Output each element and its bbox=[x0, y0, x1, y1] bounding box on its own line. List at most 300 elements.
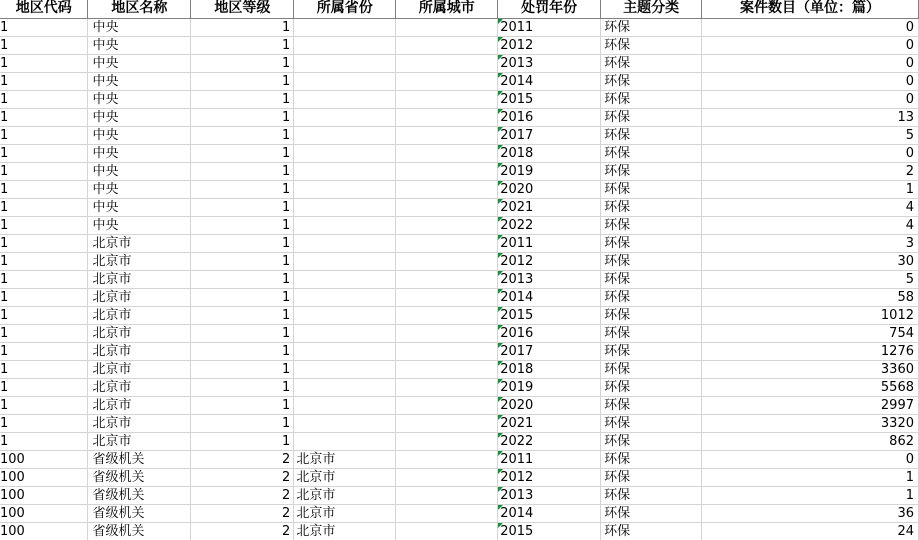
number-stored-as-text-marker-icon bbox=[498, 253, 503, 258]
cell-text: 2013 bbox=[500, 487, 534, 503]
cell-city[interactable] bbox=[396, 216, 498, 234]
cell-text: 2016 bbox=[500, 109, 534, 125]
cell-region-code[interactable]: 1 bbox=[0, 72, 88, 90]
cell-penalty-year[interactable] bbox=[498, 234, 601, 252]
number-stored-as-text-marker-icon bbox=[498, 109, 503, 114]
cell-topic[interactable]: 环保 bbox=[601, 432, 702, 450]
cell-topic[interactable]: 环保 bbox=[601, 450, 702, 468]
cell-province[interactable]: 北京市 bbox=[294, 522, 396, 540]
cell-penalty-year[interactable] bbox=[498, 450, 601, 468]
cell-city[interactable] bbox=[396, 90, 498, 108]
cell-case-count[interactable]: 0 bbox=[702, 144, 919, 162]
cell-province[interactable] bbox=[294, 36, 396, 54]
cell-region-level[interactable]: 1 bbox=[191, 396, 294, 414]
cell-penalty-year[interactable] bbox=[498, 414, 601, 432]
cell-case-count[interactable]: 1 bbox=[702, 468, 919, 486]
cell-penalty-year[interactable] bbox=[498, 144, 601, 162]
number-stored-as-text-marker-icon bbox=[498, 163, 503, 168]
cell-city[interactable] bbox=[396, 378, 498, 396]
cell-region-code[interactable]: 1 bbox=[0, 252, 88, 270]
cell-city[interactable] bbox=[396, 198, 498, 216]
cell-region-name[interactable]: 中央 bbox=[88, 180, 191, 198]
cell-city[interactable] bbox=[396, 324, 498, 342]
cell-city[interactable] bbox=[396, 180, 498, 198]
cell-region-level[interactable]: 1 bbox=[191, 90, 294, 108]
cell-topic[interactable]: 环保 bbox=[601, 216, 702, 234]
cell-region-code[interactable]: 1 bbox=[0, 306, 88, 324]
cell-penalty-year[interactable] bbox=[498, 522, 601, 540]
table-row bbox=[0, 270, 919, 288]
cell-region-name[interactable]: 北京市 bbox=[88, 270, 191, 288]
cell-city[interactable] bbox=[396, 144, 498, 162]
cell-region-name[interactable]: 中央 bbox=[88, 90, 191, 108]
cell-topic[interactable]: 环保 bbox=[601, 234, 702, 252]
cell-region-name[interactable]: 北京市 bbox=[88, 432, 191, 450]
cell-region-code[interactable]: 1 bbox=[0, 288, 88, 306]
cell-penalty-year[interactable] bbox=[498, 72, 601, 90]
cell-city[interactable] bbox=[396, 108, 498, 126]
number-stored-as-text-marker-icon bbox=[498, 307, 503, 312]
cell-case-count[interactable]: 30 bbox=[702, 252, 919, 270]
cell-topic[interactable]: 环保 bbox=[601, 270, 702, 288]
cell-province[interactable] bbox=[294, 270, 396, 288]
table-row bbox=[0, 108, 919, 126]
cell-topic[interactable]: 环保 bbox=[601, 144, 702, 162]
cell-region-level[interactable]: 1 bbox=[191, 342, 294, 360]
cell-region-code[interactable]: 1 bbox=[0, 198, 88, 216]
table-row bbox=[0, 504, 919, 522]
cell-region-level[interactable]: 1 bbox=[191, 180, 294, 198]
cell-penalty-year[interactable] bbox=[498, 126, 601, 144]
cell-region-level[interactable]: 1 bbox=[191, 432, 294, 450]
number-stored-as-text-marker-icon bbox=[498, 73, 503, 78]
cell-topic[interactable]: 环保 bbox=[601, 306, 702, 324]
cell-penalty-year[interactable] bbox=[498, 180, 601, 198]
table-row bbox=[0, 486, 919, 504]
cell-region-name[interactable]: 北京市 bbox=[88, 414, 191, 432]
cell-city[interactable] bbox=[396, 162, 498, 180]
table-row bbox=[0, 162, 919, 180]
cell-region-code[interactable]: 1 bbox=[0, 180, 88, 198]
cell-region-level[interactable]: 1 bbox=[191, 18, 294, 36]
cell-penalty-year[interactable] bbox=[498, 504, 601, 522]
table-row bbox=[0, 396, 919, 414]
cell-case-count[interactable]: 5 bbox=[702, 126, 919, 144]
cell-region-code[interactable]: 1 bbox=[0, 324, 88, 342]
cell-region-level[interactable]: 1 bbox=[191, 36, 294, 54]
cell-region-code[interactable]: 1 bbox=[0, 378, 88, 396]
cell-province[interactable] bbox=[294, 108, 396, 126]
cell-region-code[interactable]: 100 bbox=[0, 468, 88, 486]
table-row bbox=[0, 324, 919, 342]
cell-region-level[interactable]: 2 bbox=[191, 522, 294, 540]
number-stored-as-text-marker-icon bbox=[498, 235, 503, 240]
number-stored-as-text-marker-icon bbox=[498, 451, 503, 456]
cell-region-code[interactable]: 1 bbox=[0, 108, 88, 126]
cell-region-level[interactable]: 1 bbox=[191, 306, 294, 324]
number-stored-as-text-marker-icon bbox=[498, 433, 503, 438]
cell-region-code[interactable]: 1 bbox=[0, 126, 88, 144]
cell-topic[interactable]: 环保 bbox=[601, 288, 702, 306]
cell-region-level[interactable]: 1 bbox=[191, 72, 294, 90]
cell-region-level[interactable]: 2 bbox=[191, 504, 294, 522]
cell-region-level[interactable]: 2 bbox=[191, 468, 294, 486]
cell-region-name[interactable]: 北京市 bbox=[88, 342, 191, 360]
cell-region-name[interactable]: 省级机关 bbox=[88, 522, 191, 540]
cell-case-count[interactable]: 0 bbox=[702, 450, 919, 468]
cell-text: 2017 bbox=[500, 127, 534, 143]
cell-case-count[interactable]: 862 bbox=[702, 432, 919, 450]
cell-region-level[interactable]: 1 bbox=[191, 54, 294, 72]
cell-city[interactable] bbox=[396, 270, 498, 288]
cell-case-count[interactable]: 24 bbox=[702, 522, 919, 540]
cell-topic[interactable]: 环保 bbox=[601, 522, 702, 540]
cell-text: 2019 bbox=[500, 163, 534, 179]
number-stored-as-text-marker-icon bbox=[498, 199, 503, 204]
cell-case-count[interactable]: 754 bbox=[702, 324, 919, 342]
cell-province[interactable] bbox=[294, 306, 396, 324]
header-cell-region-name[interactable]: 地区名称 bbox=[88, 0, 191, 18]
header-cell-city[interactable]: 所属城市 bbox=[396, 0, 498, 18]
cell-penalty-year[interactable] bbox=[498, 270, 601, 288]
cell-case-count[interactable]: 0 bbox=[702, 72, 919, 90]
cell-region-name[interactable]: 省级机关 bbox=[88, 486, 191, 504]
cell-text: 2020 bbox=[500, 181, 534, 197]
cell-region-name[interactable]: 北京市 bbox=[88, 324, 191, 342]
cell-city[interactable] bbox=[396, 432, 498, 450]
cell-topic[interactable]: 环保 bbox=[601, 180, 702, 198]
cell-case-count[interactable]: 3 bbox=[702, 234, 919, 252]
cell-topic[interactable]: 环保 bbox=[601, 162, 702, 180]
cell-case-count[interactable]: 0 bbox=[702, 90, 919, 108]
cell-province[interactable] bbox=[294, 198, 396, 216]
cell-province[interactable] bbox=[294, 18, 396, 36]
number-stored-as-text-marker-icon bbox=[498, 361, 503, 366]
cell-text: 2022 bbox=[500, 217, 534, 233]
cell-text: 2012 bbox=[500, 469, 534, 485]
cell-penalty-year[interactable] bbox=[498, 90, 601, 108]
cell-region-name[interactable]: 中央 bbox=[88, 144, 191, 162]
cell-text: 2013 bbox=[500, 271, 534, 287]
cell-province[interactable] bbox=[294, 414, 396, 432]
cell-city[interactable] bbox=[396, 54, 498, 72]
cell-province[interactable] bbox=[294, 432, 396, 450]
cell-region-code[interactable]: 100 bbox=[0, 450, 88, 468]
cell-city[interactable] bbox=[396, 360, 498, 378]
cell-text: 2014 bbox=[500, 73, 534, 89]
cell-region-name[interactable]: 北京市 bbox=[88, 288, 191, 306]
cell-case-count[interactable]: 3320 bbox=[702, 414, 919, 432]
cell-region-code[interactable]: 1 bbox=[0, 18, 88, 36]
cell-text: 2012 bbox=[500, 37, 534, 53]
cell-case-count[interactable]: 4 bbox=[702, 216, 919, 234]
cell-region-name[interactable]: 中央 bbox=[88, 216, 191, 234]
number-stored-as-text-marker-icon bbox=[498, 505, 503, 510]
table-row bbox=[0, 198, 919, 216]
cell-region-level[interactable]: 1 bbox=[191, 234, 294, 252]
cell-case-count[interactable]: 3360 bbox=[702, 360, 919, 378]
cell-city[interactable] bbox=[396, 126, 498, 144]
number-stored-as-text-marker-icon bbox=[498, 469, 503, 474]
cell-region-code[interactable]: 1 bbox=[0, 414, 88, 432]
cell-province[interactable] bbox=[294, 180, 396, 198]
cell-region-code[interactable]: 1 bbox=[0, 54, 88, 72]
cell-region-level[interactable]: 1 bbox=[191, 126, 294, 144]
cell-city[interactable] bbox=[396, 72, 498, 90]
cell-region-name[interactable]: 中央 bbox=[88, 36, 191, 54]
cell-region-name[interactable]: 省级机关 bbox=[88, 504, 191, 522]
cell-case-count[interactable]: 2 bbox=[702, 162, 919, 180]
number-stored-as-text-marker-icon bbox=[498, 325, 503, 330]
cell-region-code[interactable]: 100 bbox=[0, 504, 88, 522]
cell-text: 2017 bbox=[500, 343, 534, 359]
cell-region-level[interactable]: 1 bbox=[191, 108, 294, 126]
cell-province[interactable] bbox=[294, 378, 396, 396]
number-stored-as-text-marker-icon bbox=[498, 271, 503, 276]
header-cell-province[interactable]: 所属省份 bbox=[294, 0, 396, 18]
cell-region-name[interactable]: 中央 bbox=[88, 162, 191, 180]
cell-region-name[interactable]: 中央 bbox=[88, 72, 191, 90]
cell-topic[interactable]: 环保 bbox=[601, 486, 702, 504]
cell-penalty-year[interactable] bbox=[498, 54, 601, 72]
cell-text: 2012 bbox=[500, 253, 534, 269]
cell-case-count[interactable]: 4 bbox=[702, 198, 919, 216]
number-stored-as-text-marker-icon bbox=[498, 397, 503, 402]
cell-region-name[interactable]: 中央 bbox=[88, 18, 191, 36]
cell-penalty-year[interactable] bbox=[498, 198, 601, 216]
table-row bbox=[0, 414, 919, 432]
cell-province[interactable] bbox=[294, 324, 396, 342]
cell-topic[interactable]: 环保 bbox=[601, 468, 702, 486]
cell-city[interactable] bbox=[396, 522, 498, 540]
header-cell-penalty-year[interactable]: 处罚年份 bbox=[498, 0, 601, 18]
header-cell-region-code[interactable]: 地区代码 bbox=[0, 0, 88, 18]
cell-topic[interactable]: 环保 bbox=[601, 18, 702, 36]
number-stored-as-text-marker-icon bbox=[498, 145, 503, 150]
table-row bbox=[0, 468, 919, 486]
number-stored-as-text-marker-icon bbox=[498, 181, 503, 186]
cell-province[interactable] bbox=[294, 144, 396, 162]
cell-region-code[interactable]: 1 bbox=[0, 342, 88, 360]
table-row bbox=[0, 306, 919, 324]
cell-penalty-year[interactable] bbox=[498, 468, 601, 486]
cell-region-code[interactable]: 1 bbox=[0, 396, 88, 414]
cell-province[interactable] bbox=[294, 126, 396, 144]
cell-text: 2018 bbox=[500, 361, 534, 377]
cell-region-name[interactable]: 北京市 bbox=[88, 306, 191, 324]
cell-penalty-year[interactable] bbox=[498, 342, 601, 360]
table-row bbox=[0, 90, 919, 108]
cell-region-name[interactable]: 北京市 bbox=[88, 360, 191, 378]
cell-region-code[interactable]: 1 bbox=[0, 216, 88, 234]
cell-province[interactable]: 北京市 bbox=[294, 450, 396, 468]
header-cell-case-count[interactable]: 案件数目（单位：篇） bbox=[702, 0, 919, 18]
cell-penalty-year[interactable] bbox=[498, 252, 601, 270]
cell-topic[interactable]: 环保 bbox=[601, 252, 702, 270]
number-stored-as-text-marker-icon bbox=[498, 127, 503, 132]
cell-region-code[interactable]: 1 bbox=[0, 90, 88, 108]
cell-case-count[interactable]: 0 bbox=[702, 18, 919, 36]
cell-region-code[interactable]: 100 bbox=[0, 486, 88, 504]
cell-topic[interactable]: 环保 bbox=[601, 54, 702, 72]
cell-penalty-year[interactable] bbox=[498, 36, 601, 54]
cell-region-name[interactable]: 省级机关 bbox=[88, 450, 191, 468]
table-row bbox=[0, 216, 919, 234]
cell-region-name[interactable]: 北京市 bbox=[88, 396, 191, 414]
cell-city[interactable] bbox=[396, 234, 498, 252]
header-cell-topic[interactable]: 主题分类 bbox=[601, 0, 702, 18]
cell-topic[interactable]: 环保 bbox=[601, 126, 702, 144]
header-cell-region-level[interactable]: 地区等级 bbox=[191, 0, 294, 18]
cell-penalty-year[interactable] bbox=[498, 216, 601, 234]
cell-text: 2015 bbox=[500, 307, 534, 323]
cell-region-code[interactable]: 1 bbox=[0, 432, 88, 450]
cell-text: 2015 bbox=[500, 523, 534, 539]
cell-text: 2014 bbox=[500, 289, 534, 305]
cell-region-level[interactable]: 1 bbox=[191, 324, 294, 342]
cell-case-count[interactable]: 0 bbox=[702, 54, 919, 72]
cell-city[interactable] bbox=[396, 504, 498, 522]
cell-penalty-year[interactable] bbox=[498, 486, 601, 504]
cell-city[interactable] bbox=[396, 36, 498, 54]
cell-region-name[interactable]: 中央 bbox=[88, 54, 191, 72]
table-row bbox=[0, 450, 919, 468]
cell-city[interactable] bbox=[396, 288, 498, 306]
number-stored-as-text-marker-icon bbox=[498, 487, 503, 492]
cell-region-name[interactable]: 中央 bbox=[88, 126, 191, 144]
cell-region-name[interactable]: 中央 bbox=[88, 108, 191, 126]
cell-province[interactable] bbox=[294, 360, 396, 378]
cell-city[interactable] bbox=[396, 486, 498, 504]
cell-region-code[interactable]: 1 bbox=[0, 144, 88, 162]
cell-topic[interactable]: 环保 bbox=[601, 342, 702, 360]
table-row bbox=[0, 144, 919, 162]
cell-province[interactable]: 北京市 bbox=[294, 504, 396, 522]
cell-region-code[interactable]: 1 bbox=[0, 360, 88, 378]
number-stored-as-text-marker-icon bbox=[498, 289, 503, 294]
cell-region-code[interactable]: 100 bbox=[0, 522, 88, 540]
cell-region-level[interactable]: 2 bbox=[191, 450, 294, 468]
cell-province[interactable] bbox=[294, 162, 396, 180]
cell-region-level[interactable]: 1 bbox=[191, 270, 294, 288]
cell-province[interactable] bbox=[294, 216, 396, 234]
cell-region-code[interactable]: 1 bbox=[0, 270, 88, 288]
cell-topic[interactable]: 环保 bbox=[601, 90, 702, 108]
cell-city[interactable] bbox=[396, 414, 498, 432]
cell-province[interactable] bbox=[294, 342, 396, 360]
cell-text: 2011 bbox=[500, 235, 534, 251]
cell-case-count[interactable]: 5568 bbox=[702, 378, 919, 396]
cell-case-count[interactable]: 1276 bbox=[702, 342, 919, 360]
cell-penalty-year[interactable] bbox=[498, 432, 601, 450]
cell-case-count[interactable]: 36 bbox=[702, 504, 919, 522]
cell-case-count[interactable]: 2997 bbox=[702, 396, 919, 414]
cell-case-count[interactable]: 1012 bbox=[702, 306, 919, 324]
cell-city[interactable] bbox=[396, 306, 498, 324]
cell-region-name[interactable]: 省级机关 bbox=[88, 468, 191, 486]
cell-province[interactable] bbox=[294, 72, 396, 90]
cell-topic[interactable]: 环保 bbox=[601, 414, 702, 432]
cell-case-count[interactable]: 1 bbox=[702, 486, 919, 504]
cell-city[interactable] bbox=[396, 252, 498, 270]
cell-region-level[interactable]: 1 bbox=[191, 144, 294, 162]
cell-region-code[interactable]: 1 bbox=[0, 162, 88, 180]
cell-case-count[interactable]: 13 bbox=[702, 108, 919, 126]
cell-province[interactable] bbox=[294, 288, 396, 306]
cell-penalty-year[interactable] bbox=[498, 306, 601, 324]
cell-text: 2011 bbox=[500, 451, 534, 467]
cell-city[interactable] bbox=[396, 342, 498, 360]
cell-province[interactable]: 北京市 bbox=[294, 468, 396, 486]
cell-region-name[interactable]: 中央 bbox=[88, 198, 191, 216]
cell-city[interactable] bbox=[396, 18, 498, 36]
cell-region-level[interactable]: 1 bbox=[191, 378, 294, 396]
cell-text: 2014 bbox=[500, 505, 534, 521]
cell-province[interactable] bbox=[294, 234, 396, 252]
cell-topic[interactable]: 环保 bbox=[601, 72, 702, 90]
cell-penalty-year[interactable] bbox=[498, 288, 601, 306]
cell-penalty-year[interactable] bbox=[498, 18, 601, 36]
cell-topic[interactable]: 环保 bbox=[601, 198, 702, 216]
cell-region-level[interactable]: 1 bbox=[191, 198, 294, 216]
cell-topic[interactable]: 环保 bbox=[601, 360, 702, 378]
cell-topic[interactable]: 环保 bbox=[601, 108, 702, 126]
cell-province[interactable] bbox=[294, 396, 396, 414]
cell-province[interactable]: 北京市 bbox=[294, 486, 396, 504]
cell-penalty-year[interactable] bbox=[498, 324, 601, 342]
cell-text: 2013 bbox=[500, 55, 534, 71]
cell-region-level[interactable]: 1 bbox=[191, 252, 294, 270]
cell-topic[interactable]: 环保 bbox=[601, 504, 702, 522]
cell-topic[interactable]: 环保 bbox=[601, 396, 702, 414]
cell-province[interactable] bbox=[294, 252, 396, 270]
cell-penalty-year[interactable] bbox=[498, 360, 601, 378]
cell-region-level[interactable]: 1 bbox=[191, 414, 294, 432]
table-row bbox=[0, 72, 919, 90]
cell-region-name[interactable]: 北京市 bbox=[88, 234, 191, 252]
cell-topic[interactable]: 环保 bbox=[601, 36, 702, 54]
cell-city[interactable] bbox=[396, 468, 498, 486]
cell-city[interactable] bbox=[396, 450, 498, 468]
number-stored-as-text-marker-icon bbox=[498, 343, 503, 348]
cell-case-count[interactable]: 5 bbox=[702, 270, 919, 288]
cell-region-name[interactable]: 北京市 bbox=[88, 252, 191, 270]
cell-region-level[interactable]: 1 bbox=[191, 288, 294, 306]
cell-region-level[interactable]: 2 bbox=[191, 486, 294, 504]
number-stored-as-text-marker-icon bbox=[498, 523, 503, 528]
number-stored-as-text-marker-icon bbox=[498, 19, 503, 24]
cell-city[interactable] bbox=[396, 396, 498, 414]
cell-region-name[interactable]: 北京市 bbox=[88, 378, 191, 396]
cell-topic[interactable]: 环保 bbox=[601, 378, 702, 396]
cell-province[interactable] bbox=[294, 90, 396, 108]
cell-province[interactable] bbox=[294, 54, 396, 72]
cell-penalty-year[interactable] bbox=[498, 162, 601, 180]
cell-region-level[interactable]: 1 bbox=[191, 162, 294, 180]
table-body bbox=[0, 18, 919, 540]
cell-penalty-year[interactable] bbox=[498, 396, 601, 414]
cell-region-level[interactable]: 1 bbox=[191, 360, 294, 378]
cell-topic[interactable]: 环保 bbox=[601, 324, 702, 342]
cell-region-level[interactable]: 1 bbox=[191, 216, 294, 234]
cell-penalty-year[interactable] bbox=[498, 378, 601, 396]
cell-region-code[interactable]: 1 bbox=[0, 36, 88, 54]
cell-case-count[interactable]: 58 bbox=[702, 288, 919, 306]
cell-case-count[interactable]: 1 bbox=[702, 180, 919, 198]
cell-penalty-year[interactable] bbox=[498, 108, 601, 126]
cell-region-code[interactable]: 1 bbox=[0, 234, 88, 252]
cell-case-count[interactable]: 0 bbox=[702, 36, 919, 54]
